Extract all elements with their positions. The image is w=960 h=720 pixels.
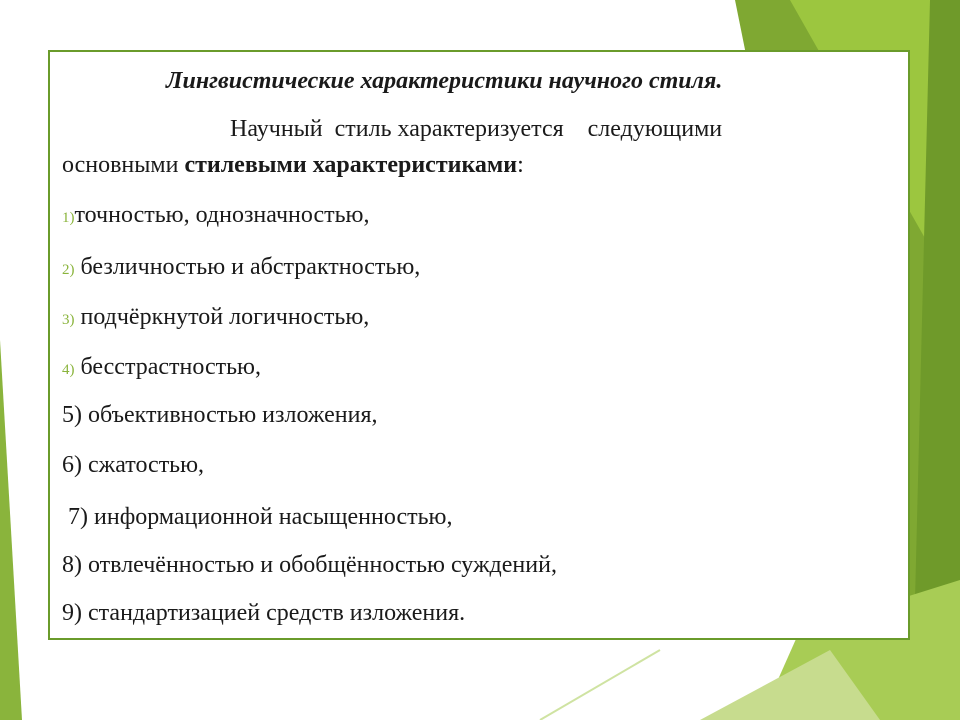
slide-title: Лингвистические характеристики научного стиля. bbox=[166, 68, 723, 94]
list-item-text: отвлечённостью и обобщённостью суждений, bbox=[82, 552, 557, 578]
list-item-5 bbox=[62, 402, 378, 429]
content-box bbox=[48, 50, 910, 640]
list-item-text: бесстрастностью, bbox=[74, 354, 261, 380]
list-item-text: подчёркнутой логичностью, bbox=[74, 304, 370, 330]
list-item-text: объективностью изложения, bbox=[82, 402, 378, 428]
list-number: 9) bbox=[62, 600, 82, 626]
list-number: 3) bbox=[62, 312, 75, 328]
list-item-text: безличностью и абстрактностью, bbox=[74, 254, 421, 280]
list-item-2 bbox=[62, 254, 420, 281]
list-number: 5) bbox=[62, 402, 82, 428]
intro-line-1: Научный стиль характеризуется следующими bbox=[230, 116, 723, 142]
list-item-text: информационной насыщенностью, bbox=[88, 504, 453, 530]
bottom-diagonal-line bbox=[540, 650, 660, 720]
list-number: 4) bbox=[62, 362, 75, 378]
list-item-7 bbox=[62, 504, 452, 531]
list-item-8 bbox=[62, 552, 557, 579]
list-item-6 bbox=[62, 452, 204, 479]
list-item-1 bbox=[62, 202, 369, 229]
list-item-text: стандартизацией средств изложения. bbox=[82, 600, 466, 626]
list-number: 1) bbox=[62, 210, 75, 226]
intro-text-after: : bbox=[517, 152, 524, 178]
list-number: 2) bbox=[62, 262, 75, 278]
list-item-9 bbox=[62, 600, 465, 627]
list-number: 8) bbox=[62, 552, 82, 578]
list-number: 6) bbox=[62, 452, 82, 478]
list-item-3 bbox=[62, 304, 369, 331]
intro-text-before: основными bbox=[62, 152, 185, 178]
left-green-stripe bbox=[0, 340, 22, 720]
list-number: 7) bbox=[62, 504, 88, 530]
list-item-text: сжатостью, bbox=[82, 452, 205, 478]
intro-line-2 bbox=[62, 152, 524, 179]
intro-bold-text: стилевыми характеристиками bbox=[184, 152, 518, 178]
list-item-4 bbox=[62, 354, 261, 381]
list-item-text: точностью, однозначностью, bbox=[74, 202, 370, 228]
